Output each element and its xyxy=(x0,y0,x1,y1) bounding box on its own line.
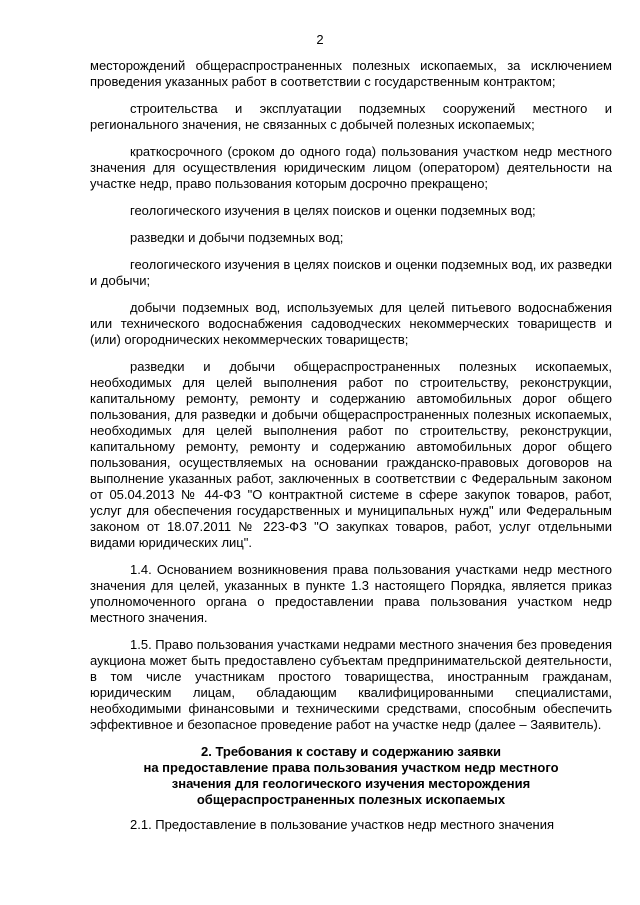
paragraph: добычи подземных вод, используемых для целей питьевого водоснабжения или технического водоснабжения садоводческих некоммерческих товариществ и (или) огороднических некоммерческих товариществ; xyxy=(90,300,612,347)
paragraph: геологического изучения в целях поисков и оценки подземных вод; xyxy=(130,203,536,218)
section-heading-line: общераспространенных полезных ископаемых xyxy=(196,792,506,807)
paragraph: краткосрочного (сроком до одного года) пользования участком недр местного значения для осуществления юридическим лицом (оператором) деятельности на участке недр, право пользования которым досрочно прекращено; xyxy=(90,144,612,191)
paragraph: 1.4. Основанием возникновения права пользования участками недр местного значения для целей, указанных в пункте 1.3 настоящего Порядка, является приказ уполномоченного органа о предоставлении права пользования участком недр местного значения. xyxy=(90,562,612,625)
page-number: 2 xyxy=(316,32,324,47)
section-heading-line: на предоставление права пользования участком недр местного xyxy=(143,760,559,775)
paragraph: 2.1. Предоставление в пользование участков недр местного значения xyxy=(130,817,555,832)
section-heading-line: значения для геологического изучения месторождения xyxy=(171,776,531,791)
paragraph: строительства и эксплуатации подземных сооружений местного и регионального значения, не связанных с добычей полезных ископаемых; xyxy=(90,101,612,132)
paragraph: 1.5. Право пользования участками недрами местного значения без проведения аукциона может быть предоставлено субъектам предпринимательской деятельности, в том числе участникам простого товарищества, иностранным гражданам, юридическим лицам, обладающим квалифицированными специалистами, необходимыми финансовыми и техническими средствами, способным обеспечить эффективное и безопасное проведение работ на участке недр (далее – Заявитель). xyxy=(90,637,612,732)
document-body xyxy=(90,58,612,833)
section-heading xyxy=(90,744,612,808)
paragraph: геологического изучения в целях поисков и оценки подземных вод, их разведки и добычи; xyxy=(90,257,612,288)
section-heading-line: 2. Требования к составу и содержанию заявки xyxy=(200,744,502,759)
paragraph: месторождений общераспространенных полезных ископаемых, за исключением проведения указанных работ в соответствии с государственным контрактом; xyxy=(90,58,612,89)
paragraph: разведки и добычи общераспространенных полезных ископаемых, необходимых для целей выполнения работ по строительству, реконструкции, капитальному ремонту, ремонту и содержанию автомобильных дорог общего пользования, для разведки и добычи общераспространенных полезных ископаемых, необходимых для целей выполнения работ по строительству, реконструкции, капитальному ремонту, ремонту и содержанию автомобильных дорог общего пользования, осуществляемых на основании гражданско-правовых договоров на выполнение указанных работ, заключенных в соответствии с Федеральным законом от 05.04.2013 № 44-ФЗ "О контрактной системе в сфере закупок товаров, работ, услуг для обеспечения государственных и муниципальных нужд" или Федеральным законом от 18.07.2011 № 223-ФЗ "О закупках товаров, работ, услуг отдельными видами юридических лиц". xyxy=(90,359,612,550)
paragraph: разведки и добычи подземных вод; xyxy=(130,230,344,245)
